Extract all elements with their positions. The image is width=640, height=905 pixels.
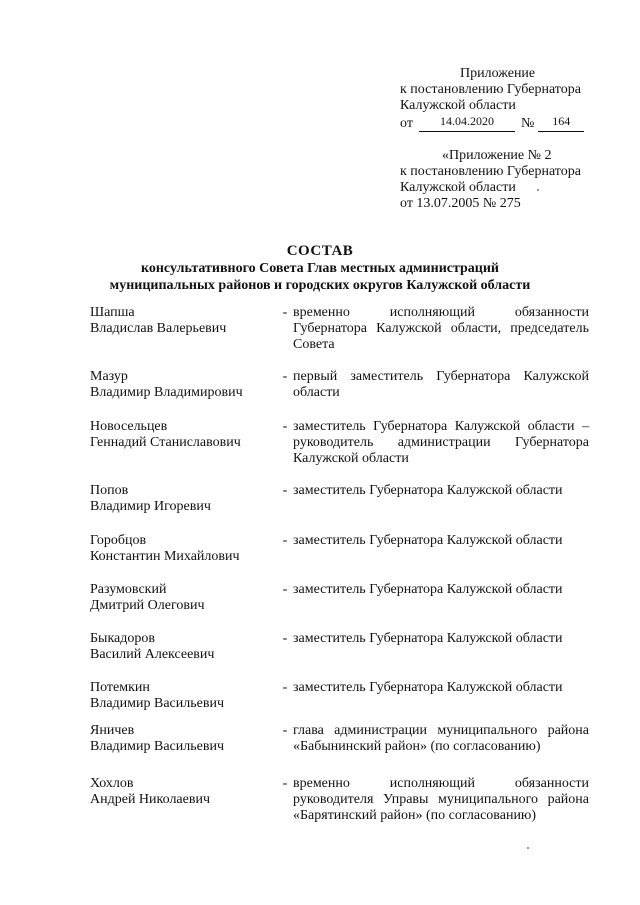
member-role xyxy=(293,680,589,696)
member-name xyxy=(90,419,275,451)
member-role xyxy=(293,631,589,647)
member-dash: - xyxy=(282,776,288,791)
member-role-line: «Бабынинский район» (по согласованию) xyxy=(293,739,541,754)
member-given-names: Геннадий Станиславович xyxy=(90,435,241,450)
member-role-line: временно исполняющий обязанности xyxy=(293,776,589,791)
member-role-line: области xyxy=(293,385,340,400)
amended-line-4: от 13.07.2005 № 275 xyxy=(400,196,521,211)
title-line-2: муниципальных районов и городских округов Калужской области xyxy=(109,278,531,293)
member-given-names: Андрей Николаевич xyxy=(90,792,210,807)
date-value: 14.04.2020 xyxy=(439,114,494,128)
member-surname: Разумовский xyxy=(90,582,167,597)
member-role xyxy=(293,776,589,824)
member-dash: - xyxy=(282,680,288,695)
member-surname: Горобцов xyxy=(90,533,147,548)
member-role xyxy=(293,582,589,598)
member-name xyxy=(90,723,275,755)
member-given-names: Владимир Васильевич xyxy=(90,739,224,754)
member-role-line: руководителя Управы муниципального района xyxy=(293,792,589,807)
member-dash: - xyxy=(282,723,288,738)
amended-appendix-header xyxy=(400,148,600,212)
member-given-names: Владимир Владимирович xyxy=(90,385,243,400)
member-role-line: заместитель Губернатора Калужской области xyxy=(293,582,563,597)
member-dash: - xyxy=(282,533,288,548)
amended-appendix-label: «Приложение № 2 xyxy=(442,148,552,163)
member-given-names: Константин Михайлович xyxy=(90,549,240,564)
member-role-line: Калужской области xyxy=(293,451,409,466)
member-dash: - xyxy=(282,305,288,320)
member-dash: - xyxy=(282,582,288,597)
amended-line-2: к постановлению Губернатора xyxy=(400,164,581,179)
member-role-line: глава администрации муниципального района xyxy=(293,723,589,738)
member-name xyxy=(90,533,275,565)
from-label: от xyxy=(400,116,413,131)
member-role xyxy=(293,369,589,401)
member-name xyxy=(90,631,275,663)
member-role-line: руководитель администрации Губернатора xyxy=(293,435,589,450)
member-surname: Новосельцев xyxy=(90,419,168,434)
member-role-line: первый заместитель Губернатора Калужской xyxy=(293,369,589,384)
appendix-line-3: Калужской области xyxy=(400,98,516,113)
member-name xyxy=(90,305,275,337)
appendix-header xyxy=(400,66,600,132)
member-dash: - xyxy=(282,483,288,498)
member-dash: - xyxy=(282,631,288,646)
document-title xyxy=(0,243,640,294)
number-field xyxy=(538,114,584,132)
member-surname: Потемкин xyxy=(90,680,150,695)
member-role-line: заместитель Губернатора Калужской области xyxy=(293,631,563,646)
appendix-label: Приложение xyxy=(460,66,536,81)
member-role-line: заместитель Губернатора Калужской области xyxy=(293,680,563,695)
member-surname: Шапша xyxy=(90,305,135,320)
title-line-1: консультативного Совета Глав местных администраций xyxy=(140,261,500,276)
member-name xyxy=(90,582,275,614)
amended-line-3: Калужской области xyxy=(400,180,516,195)
member-given-names: Василий Алексеевич xyxy=(90,647,215,662)
member-surname: Мазур xyxy=(90,369,128,384)
member-given-names: Владислав Валерьевич xyxy=(90,321,227,336)
member-role-line: «Барятинский район» (по согласованию) xyxy=(293,808,537,823)
scan-speck xyxy=(537,189,539,191)
member-role-line: Совета xyxy=(293,337,335,352)
number-value: 164 xyxy=(552,114,571,128)
member-role xyxy=(293,483,589,499)
date-field xyxy=(419,114,515,132)
date-number-row xyxy=(400,114,600,132)
member-given-names: Дмитрий Олегович xyxy=(90,598,205,613)
scan-speck xyxy=(527,847,529,849)
member-role xyxy=(293,723,589,755)
number-label: № xyxy=(520,116,535,131)
member-role xyxy=(293,305,589,353)
member-given-names: Владимир Васильевич xyxy=(90,696,224,711)
member-role xyxy=(293,419,589,467)
member-name xyxy=(90,483,275,515)
member-dash: - xyxy=(282,369,288,384)
member-role-line: Губернатора Калужской области, председатель xyxy=(293,321,589,336)
member-role xyxy=(293,533,589,549)
member-role-line: заместитель Губернатора Калужской области – xyxy=(293,419,589,434)
member-given-names: Владимир Игоревич xyxy=(90,499,211,514)
member-dash: - xyxy=(282,419,288,434)
member-surname: Быкадоров xyxy=(90,631,155,646)
member-role-line: заместитель Губернатора Калужской области xyxy=(293,483,563,498)
member-role-line: временно исполняющий обязанности xyxy=(293,305,589,320)
member-surname: Хохлов xyxy=(90,776,134,791)
member-role-line: заместитель Губернатора Калужской области xyxy=(293,533,563,548)
member-name xyxy=(90,369,275,401)
member-name xyxy=(90,680,275,712)
member-surname: Яничев xyxy=(90,723,135,738)
title-heading: СОСТАВ xyxy=(286,243,354,259)
appendix-line-2: к постановлению Губернатора xyxy=(400,82,581,97)
member-surname: Попов xyxy=(90,483,129,498)
member-name xyxy=(90,776,275,808)
